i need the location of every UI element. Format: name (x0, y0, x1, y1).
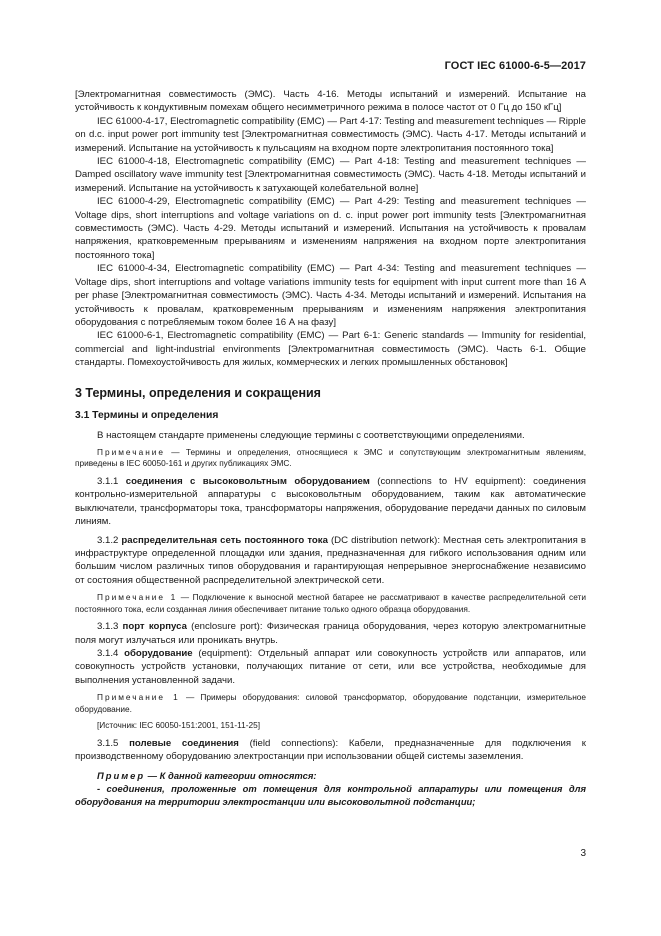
note-label: Примечание (97, 446, 166, 457)
reference-text: [Электромагнитная совместимость (ЭМС). Часть 4-16. Методы испытаний и измерений. Испытание на устойчивость к кондуктивным помехам общего несимметричного режима в полосе частот от 0 Гц до 150 кГц] (75, 89, 586, 114)
page-number: 3 (580, 848, 586, 859)
reference-item: IEC 61000-6-1, Electromagnetic compatibility (EMC) — Part 6-1: Generic standards — Immunity for residential, commercial and light-industrial environments [Электромагнитная совместимость (ЭМС). Часть 6-1. Общие стандарты. Помехоустойчивость для жилых, коммерческих и легких промышленных обстановок] (75, 330, 586, 369)
term-number: 3.1.3 (97, 621, 123, 633)
term-definition: (DC distribution network): Местная сеть электропитания в инфраструктуре определенной площадки или здания, предназначенная для гибкого использования одним или большим числом различных типов оборудования и гарантирующая непрерывное энергоснабжение независимо от состояния общественной распределительной электрической сети. (75, 534, 586, 586)
note (75, 447, 586, 470)
standard-header: ГОСТ IEC 61000-6-5—2017 (444, 60, 586, 72)
term-name: соединения с высоковольтным оборудованием (125, 475, 370, 487)
term-name: распределительная сеть постоянного тока (121, 534, 328, 546)
term-definition: (field connections): Кабели, предназначенные для подключения к производственному оборудованию электростанции при использовании общей системы заземления. (75, 737, 586, 763)
subsection-heading: 3.1 Термины и определения (75, 409, 219, 421)
term-number: 3.1.4 (97, 648, 125, 659)
term-3-1-1 (75, 475, 586, 529)
term-name: порт корпуса (122, 621, 187, 633)
term-3-1-5 (75, 737, 586, 764)
section-heading: 3 Термины, определения и сокращения (75, 385, 321, 400)
note-text: — Примеры оборудования: силовой трансформатор, оборудование подстанции, измерительное оборудование. (75, 692, 586, 714)
term-3-1-4 (75, 647, 586, 687)
example-text: — К данной категории относятся: (145, 769, 317, 781)
note (75, 592, 586, 615)
example-heading (75, 769, 586, 782)
term-name: оборудование (124, 648, 193, 659)
term-number: 3.1.1 (97, 475, 126, 487)
reference-item: IEC 61000-4-29, Electromagnetic compatibility (EMC) — Part 4-29: Testing and measurement techniques — Voltage dips, short interruptions and voltage variations on d. c. input power port immunity tests [Электромагнитная совместимость (ЭМС). Часть 4-29. Методы испытаний и измерений. Испытания на устойчивость к провалам напряжения, кратковременным прерываниям и изменениям напряжения на входном порте электропитания постоянного тока] (75, 196, 586, 261)
term-3-1-3 (75, 620, 586, 647)
intro-paragraph: В настоящем стандарте применены следующие термины с соответствующими определениями. (97, 429, 525, 441)
example-label: Пример (97, 769, 146, 781)
example-item: - соединения, проложенные от помещения для контрольной аппаратуры или помещения для оборудования на территории электростанции или высоковольтной подстанции; (75, 782, 586, 807)
page-content (75, 88, 586, 808)
term-number: 3.1.5 (97, 737, 130, 749)
term-definition: (equipment): Отдельный аппарат или совокупность устройств или аппаратов, или совокупность устройств установки, получающих питание от сети, или все устройства, необходимые для выполнения установленной задачи. (75, 648, 586, 686)
term-definition: (connections to HV equipment): соединения контрольно-измерительной аппаратуры с высоковольтным оборудованием, таким как автоматические выключатели, трансформаторы тока, трансформаторы напряжения, оборудование передачи данных по силовым линиям. (75, 475, 586, 528)
term-name: полевые соединения (129, 737, 239, 749)
note-text: — Термины и определения, относящиеся к ЭМС и сопутствующим электромагнитным явлениям, приведены в IEC 60050-161 и других публикациях ЭМС. (75, 446, 586, 469)
term-definition: (enclosure port): Физическая граница оборудования, через которую электромагнитные поля могут излучаться или проникать внутрь. (75, 621, 586, 646)
source-citation: [Источник: IEC 60050-151:2001, 151-11-25] (97, 720, 261, 731)
note-label: Примечание 1 (97, 592, 178, 603)
note-text: — Подключение к выносной местной батарее не рассматривают в качестве распределительной сети постоянного тока, если созданная линия обеспечивает питание только одного образца оборудования. (75, 592, 586, 614)
term-number: 3.1.2 (97, 534, 122, 546)
reference-item: IEC 61000-4-18, Electromagnetic compatibility (EMC) — Part 4-18: Testing and measurement techniques — Damped oscillatory wave immunity test [Электромагнитная совместимость (ЭМС). Часть 4-18. Методы испытаний и измерений. Испытание на устойчивость к затухающей колебательной волне] (75, 156, 586, 194)
note (75, 692, 586, 715)
note-label: Примечание 1 (97, 692, 180, 703)
reference-item: IEC 61000-4-17, Electromagnetic compatibility (EMC) — Part 4-17: Testing and measurement techniques — Ripple on d.c. input power port immunity test [Электромагнитная совместимость (ЭМС). Часть 4-17. Методы испытаний и измерений. Испытание на устойчивость к пульсациям на входном порте электропитания постоянного тока] (75, 115, 586, 154)
reference-item: IEC 61000-4-34, Electromagnetic compatibility (EMC) — Part 4-34: Testing and measurement techniques — Voltage dips, short interruptions and voltage variations immunity tests for equipment with input current more than 16 A per phase [Электромагнитная совместимость (ЭМС). Часть 4-34. Методы испытаний и измерений. Испытания на устойчивость к провалам, кратковременным прерываниям и изменениям напряжения электропитания оборудования с потребляемым током более 16 А на фазу] (75, 263, 586, 328)
term-3-1-2 (75, 534, 586, 588)
